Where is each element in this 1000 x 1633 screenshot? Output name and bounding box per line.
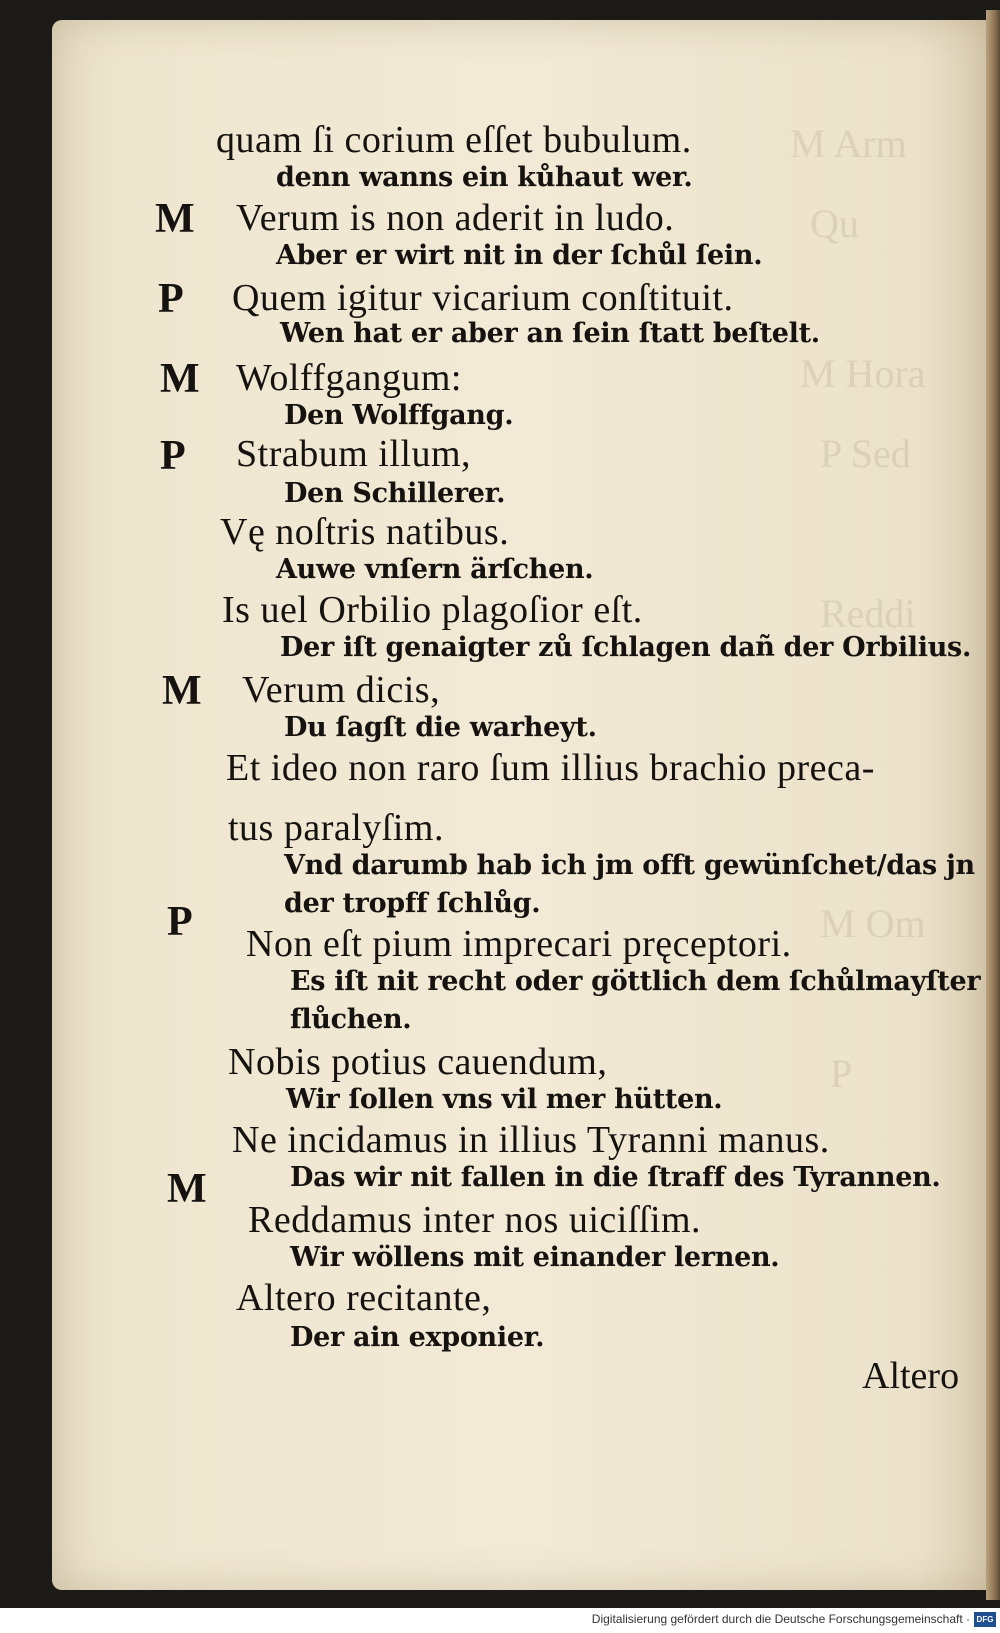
- book-edge: [986, 10, 1000, 1600]
- latin-line: Verum dicis,: [242, 669, 441, 711]
- show-through: M Om: [820, 901, 926, 946]
- latin-line: Reddamus inter nos uiciſſim.: [248, 1199, 702, 1241]
- latin-line: Nobis potius cauendum,: [228, 1041, 608, 1083]
- latin-line: quam ſi corium eſſet bubulum.: [216, 119, 692, 161]
- latin-line: Is uel Orbilio plagoſior eſt.: [222, 589, 643, 631]
- show-through: Qu: [810, 201, 859, 246]
- latin-line: Non eſt pium imprecari pręceptori.: [246, 923, 792, 965]
- speaker-marker: P: [167, 899, 193, 945]
- german-line: Du ſagſt die warheyt.: [284, 712, 597, 743]
- german-line: Der ain exponier.: [290, 1322, 545, 1353]
- german-line: flůchen.: [290, 1004, 412, 1035]
- latin-line: Wolffgangum:: [236, 357, 462, 399]
- latin-line: Strabum illum,: [236, 433, 471, 475]
- latin-line: Et ideo non raro ſum illius brachio preca-: [226, 747, 875, 789]
- latin-line: Ne incidamus in illius Tyranni manus.: [232, 1119, 830, 1161]
- speaker-marker: M: [155, 196, 195, 242]
- german-line: Wen hat er aber an ſein ſtatt beſtelt.: [280, 318, 820, 349]
- dfg-logo-icon: DFG: [974, 1612, 996, 1627]
- german-line: Vnd darumb hab ich jm offt gewünſchet/das jn: [284, 850, 975, 881]
- german-line: Das wir nit fallen in die ſtraff des Tyrannen.: [290, 1162, 941, 1193]
- speaker-marker: P: [158, 276, 184, 322]
- german-line: Der iſt genaigter zů ſchlagen dañ der Orbilius.: [280, 632, 972, 663]
- speaker-marker: M: [162, 668, 202, 714]
- speaker-marker: M: [160, 356, 200, 402]
- latin-line: Quem igitur vicarium conſtituit.: [232, 277, 734, 319]
- latin-line: tus paralyſim.: [228, 807, 444, 849]
- german-line: Wir wöllens mit einander lernen.: [290, 1242, 780, 1273]
- german-line: der tropff ſchlůg.: [284, 888, 541, 919]
- german-line: Den Wolffgang.: [284, 400, 514, 431]
- show-through: P: [830, 1051, 853, 1096]
- footer-bar: [0, 1608, 1000, 1633]
- speaker-marker: M: [167, 1166, 207, 1212]
- catchword: Altero: [862, 1355, 960, 1397]
- latin-line: Altero recitante,: [236, 1277, 492, 1319]
- speaker-marker: P: [160, 433, 186, 479]
- show-through: Reddi: [820, 591, 916, 636]
- show-through: M Hora: [800, 351, 926, 396]
- german-line: Wir ſollen vns vil mer hütten.: [286, 1084, 723, 1115]
- german-line: Den Schillerer.: [284, 478, 506, 509]
- german-line: Aber er wirt nit in der ſchůl ſein.: [276, 240, 763, 271]
- show-through: P Sed: [820, 431, 911, 476]
- footer-credit: Digitalisierung gefördert durch die Deutsche Forschungsgemeinschaft ·: [591, 1612, 970, 1626]
- german-line: Auwe vnſern ärſchen.: [276, 554, 594, 585]
- show-through: M Arm: [790, 121, 907, 166]
- german-line: denn wanns ein kůhaut wer.: [276, 162, 693, 193]
- german-line: Es iſt nit recht oder göttlich dem ſchůlmayſter: [290, 966, 981, 997]
- latin-line: Vę noſtris natibus.: [220, 511, 510, 553]
- latin-line: Verum is non aderit in ludo.: [236, 197, 675, 239]
